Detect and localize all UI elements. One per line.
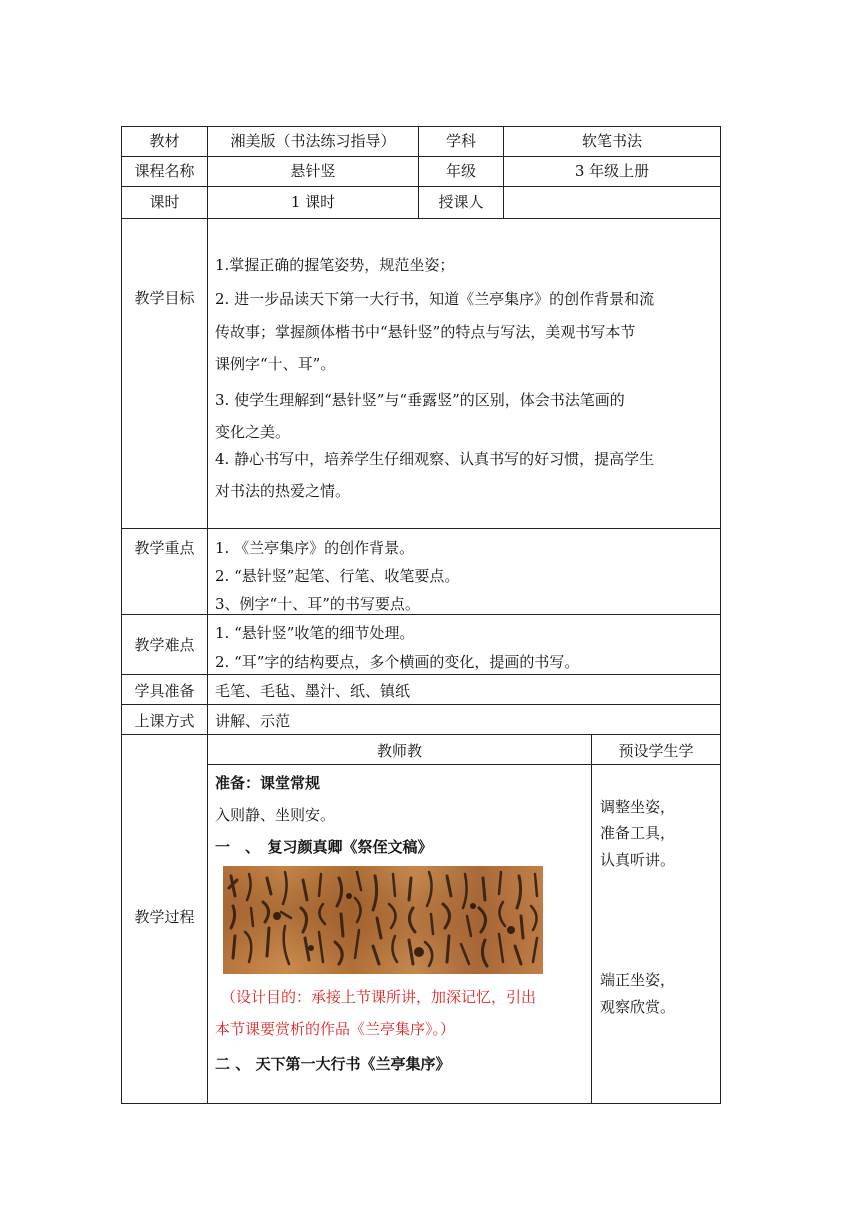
goal-line: 2. 进一步品读天下第一大行书，知道《兰亭集序》的创作背景和流 xyxy=(215,290,655,308)
table-border xyxy=(720,126,721,1104)
goal-line: 对书法的热爱之情。 xyxy=(215,482,351,500)
teacher-label: 授课人 xyxy=(438,193,484,211)
section-heading: 二 、 天下第一大行书《兰亭集序》 xyxy=(215,1055,451,1073)
goal-line: 4. 静心书写中，培养学生仔细观察、认真书写的好习惯，提高学生 xyxy=(215,450,655,468)
subject-value: 软笔书法 xyxy=(581,132,642,150)
course-label: 课程名称 xyxy=(134,162,195,180)
student-activity: 端正坐姿， xyxy=(600,971,676,989)
table-border xyxy=(121,126,122,1104)
grade-value: 3 年级上册 xyxy=(574,162,650,180)
table-border xyxy=(121,614,721,615)
keypoint-line: 2. “悬针竖”起笔、行笔、收笔要点。 xyxy=(215,567,460,585)
difficulties-label: 教学难点 xyxy=(134,636,195,654)
table-border xyxy=(121,734,721,735)
table-border xyxy=(121,126,721,127)
materials-label: 学具准备 xyxy=(134,682,195,700)
goals-label: 教学目标 xyxy=(134,289,195,307)
table-border xyxy=(121,156,721,157)
course-value: 悬针竖 xyxy=(290,162,336,180)
table-border xyxy=(121,186,721,187)
goal-line: 传故事；掌握颜体楷书中“悬针竖”的特点与写法，美观书写本节 xyxy=(215,323,636,341)
goal-line: 课例字“十、耳”。 xyxy=(215,355,336,373)
section-heading: 一 、 复习颜真卿《祭侄文稿》 xyxy=(215,838,433,856)
table-border xyxy=(207,126,208,1104)
grade-label: 年级 xyxy=(445,162,476,180)
keypoints-label: 教学重点 xyxy=(134,539,195,557)
table-border xyxy=(121,528,721,529)
materials-value: 毛笔、毛毡、墨汁、纸、镇纸 xyxy=(215,682,411,700)
table-border xyxy=(207,764,721,765)
difficulty-line: 1. “悬针竖”收笔的细节处理。 xyxy=(215,624,415,642)
keypoint-line: 3、例字“十、耳”的书写要点。 xyxy=(215,595,420,613)
keypoint-line: 1. 《兰亭集序》的创作背景。 xyxy=(215,539,415,557)
student-activity: 认真听讲。 xyxy=(600,851,676,869)
student-activity: 准备工具， xyxy=(600,824,676,842)
design-note: 本节课要赏析的作品《兰亭集序》。） xyxy=(215,1020,456,1038)
table-border xyxy=(121,1103,721,1104)
table-border xyxy=(121,704,721,705)
textbook-value: 湘美版（书法练习指导） xyxy=(230,132,396,150)
method-label: 上课方式 xyxy=(134,712,195,730)
student-column-header: 预设学生学 xyxy=(618,742,694,760)
calligraphy-strokes xyxy=(223,866,543,974)
design-note: （设计目的：承接上节课所讲，加深记忆，引出 xyxy=(221,988,537,1006)
calligraphy-scroll-image xyxy=(223,866,543,974)
goal-line: 变化之美。 xyxy=(215,423,291,441)
student-activity: 观察欣赏。 xyxy=(600,998,676,1016)
prep-title: 准备：课堂常规 xyxy=(215,774,321,792)
student-activity: 调整坐姿， xyxy=(600,798,676,816)
hours-label: 课时 xyxy=(149,193,180,211)
hours-value: 1 课时 xyxy=(290,193,336,211)
goal-line: 1.掌握正确的握笔姿势，规范坐姿； xyxy=(215,256,455,274)
difficulty-line: 2. “耳”字的结构要点，多个横画的变化，提画的书写。 xyxy=(215,653,580,671)
teacher-column-header: 教师教 xyxy=(376,742,422,760)
textbook-label: 教材 xyxy=(149,132,180,150)
subject-label: 学科 xyxy=(445,132,476,150)
table-border xyxy=(121,674,721,675)
goal-line: 3. 使学生理解到“悬针竖”与“垂露竖”的区别，体会书法笔画的 xyxy=(215,391,625,409)
prep-text: 入则静、坐则安。 xyxy=(215,806,336,824)
process-label: 教学过程 xyxy=(134,908,195,926)
method-value: 讲解、示范 xyxy=(215,712,291,730)
table-border xyxy=(121,218,721,219)
table-border xyxy=(591,734,592,1104)
